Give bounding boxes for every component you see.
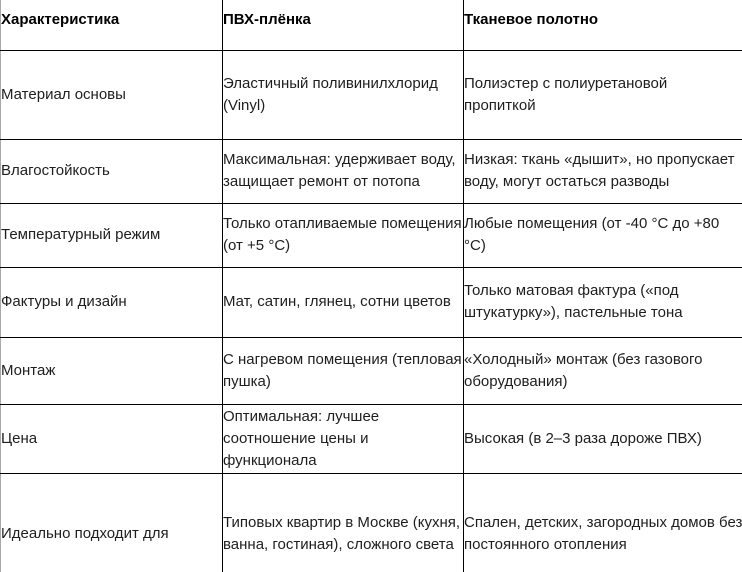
table-row <box>1 267 742 337</box>
row-label: Фактуры и дизайн <box>1 267 223 337</box>
pvc-cell: Мат, сатин, глянец, сотни цветов <box>223 267 464 337</box>
fabric-cell: «Холодный» монтаж (без газового оборудования) <box>464 337 742 404</box>
fabric-cell: Высокая (в 2–3 раза дороже ПВХ) <box>464 404 742 473</box>
column-header-fabric: Тканевое полотно <box>464 0 742 50</box>
fabric-cell: Низкая: ткань «дышит», но пропускает воду, могут остаться разводы <box>464 139 742 203</box>
row-label: Материал основы <box>1 50 223 139</box>
pvc-cell: С нагревом помещения (тепловая пушка) <box>223 337 464 404</box>
table-row <box>1 404 742 473</box>
table-header-row <box>1 0 742 50</box>
row-label: Цена <box>1 404 223 473</box>
pvc-cell: Эластичный поливинилхлорид (Vinyl) <box>223 50 464 139</box>
table-row <box>1 473 742 572</box>
table-row <box>1 203 742 267</box>
column-header-pvc: ПВХ-плёнка <box>223 0 464 50</box>
pvc-cell: Типовых квартир в Москве (кухня, ванна, гостиная), сложного света <box>223 473 464 572</box>
row-label: Температурный режим <box>1 203 223 267</box>
column-header-characteristic: Характеристика <box>1 0 223 50</box>
table-row <box>1 50 742 139</box>
row-label: Влагостойкость <box>1 139 223 203</box>
fabric-cell: Только матовая фактура («под штукатурку»), пастельные тона <box>464 267 742 337</box>
pvc-cell: Только отапливаемые помещения (от +5 °C) <box>223 203 464 267</box>
fabric-cell: Полиэстер с полиуретановой пропиткой <box>464 50 742 139</box>
table-row <box>1 139 742 203</box>
pvc-cell: Максимальная: удерживает воду, защищает ремонт от потопа <box>223 139 464 203</box>
table-row <box>1 337 742 404</box>
fabric-cell: Любые помещения (от -40 °C до +80 °C) <box>464 203 742 267</box>
row-label: Идеально подходит для <box>1 473 223 572</box>
fabric-cell: Спален, детских, загородных домов без постоянного отопления <box>464 473 742 572</box>
pvc-cell: Оптимальная: лучшее соотношение цены и функционала <box>223 404 464 473</box>
row-label: Монтаж <box>1 337 223 404</box>
